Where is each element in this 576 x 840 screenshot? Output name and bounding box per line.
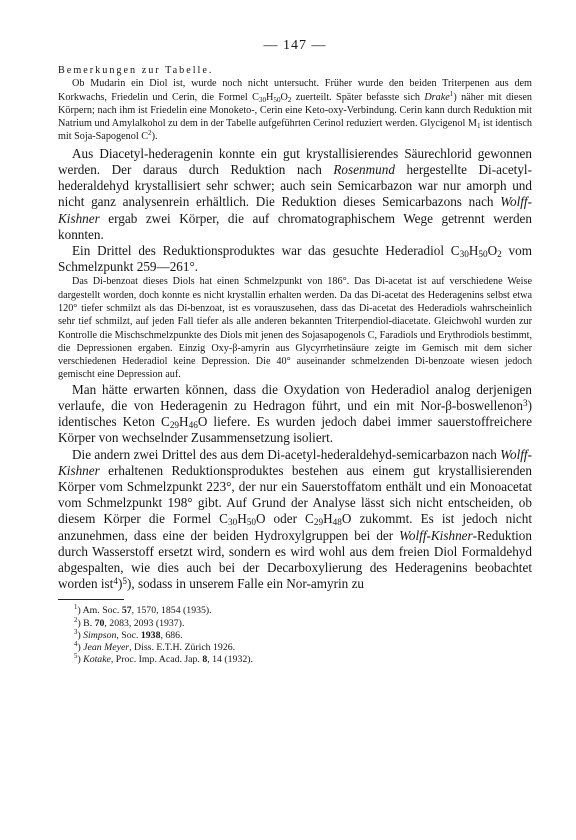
footnote: $^2$) B. 70, 2083, 2093 (1937). — [74, 616, 185, 629]
page — [58, 38, 532, 666]
footnote: $^4$) Jean Meyer, Diss. E.T.H. Zürich 1926. — [74, 641, 236, 654]
footnote: $^3$) Simpson, Soc. 1938, 686. — [74, 628, 183, 641]
footnote: $^5$) Kotake, Proc. Imp. Acad. Jap. 8, 14 (1932). — [74, 653, 253, 666]
remarks-paragraph: Ob Mudarin ein Diol ist, wurde noch nicht untersucht. Früher wurde den beiden Triterpenen aus dem Korkwachs, Friedelin und Cerin, die Formel $C_{30}H_{50}O_2$ zuerteilt. Später befasste sich Drake$^1$) näher mit diesen Körpern; nach ihm ist Friedelin eine Monoketo-, Cerin eine Keto-oxy-Verbindung. Cerin kann durch Reduktion mit Natrium und Amylalkohol zu dem in der Tabelle aufgeführten Cerinol reduziert werden. Glycigenol $M_1$ ist identisch mit Soja-Sapogenol $C^2$). — [58, 78, 532, 143]
footnote-divider — [58, 599, 124, 600]
note-paragraph: Das Di-benzoat dieses Diols hat einen Schmelzpunkt von 186°. Das Di-acetat ist auf verschiedene Weise dargestellt worden, doch konnte es nicht krystallin erhalten werden. Da das Di-acetat des Hederagenins selbst etwa 120° tiefer schmilzt als das Di-benzoat, ist es vorauszusehen, dass das Di-acetat des Hederadiols wahrscheinlich sehr tief schmilzt, auf jeden Fall tiefer als alle anderen bekannten Triterpendiol-diacetate. Gleichwohl wurden zur Kontrolle die Mischschmelzpunkte des Diols mit jenen des Sojasapogenols C, Faradiols und Erythrodiols bestimmt, die Depressionen ergaben. Einzig Oxy-β-amyrin aus Glycyrrhetinsäure zeigte im Gemisch mit dem sicher verschiedenen Hederadiol keine Depression. Die 40° auseinander schmelzenden Di-benzoate wiesen jedoch gemischt eine Depression auf. — [58, 276, 532, 381]
page-number: — 147 — — [263, 38, 327, 53]
footnote: $^1$) Am. Soc. 57, 1570, 1854 (1935). — [74, 604, 212, 617]
body-paragraph-3: Man hätte erwarten können, dass die Oxydation von Hederadiol analog derjenigen verlaufe, die von Hederagenin zu Hedragon führt, und ein mit Nor-β-boswellenon$^3$) identisches Keton $C_{29}H_{46}O$ liefere. Es wurden jedoch dabei immer sauerstoffreichere Körper von wechselnder Zusammensetzung isoliert. — [58, 381, 533, 446]
body-paragraph-1: Aus Diacetyl-hederagenin konnte ein gut krystallisierendes Säurechlorid gewonnen werden. Der daraus durch Reduktion nach Rosenmund hergestellte Di-acetyl-hederaldehyd krystallisiert sehr schwer; auch sein Semicarbazon war nur amorph und nicht ganz analysenrein erhältlich. Die Reduktion dieses Semicarbazons nach Wolff-Kishner ergab zwei Körper, die auf chromatographischem Wege getrennt werden konnten. — [58, 145, 532, 242]
footnotes — [58, 605, 532, 666]
body-paragraph-2: Ein Drittel des Reduktionsproduktes war das gesuchte Hederadiol $C_{30}H_{50}O_2$ vom Schmelzpunkt 259—261°. — [58, 243, 532, 275]
remarks-heading: Bemerkungen zur Tabelle. — [58, 65, 214, 76]
body-paragraph-4: Die andern zwei Drittel des aus dem Di-acetyl-hederaldehyd-semicarbazon nach Wolff-Kishner erhaltenen Reduktionsproduktes bestehen aus einem gut krystallisierenden Körper vom Schmelzpunkt 223°, der nur ein Sauerstoffatom enthält und ein Monoacetat vom Schmelzpunkt 198° gibt. Auf Grund der Analyse lässt sich nicht entscheiden, ob diesem Körper die Formel $C_{30}H_{50}O$ oder $C_{29}H_{48}O$ zukommt. Es ist jedoch nicht anzunehmen, dass eine der beiden Hydroxylgruppen bei der Wolff-Kishner-Reduktion durch Wasserstoff ersetzt wird, sondern es wird wohl aus dem freien Diol Formaldehyd abgespalten, wie dies auch bei der Decarboxylierung des Hederagenins beobachtet worden ist$^4$)$^5$), sodass in unserem Falle ein Nor-amyrin zu — [58, 446, 532, 592]
